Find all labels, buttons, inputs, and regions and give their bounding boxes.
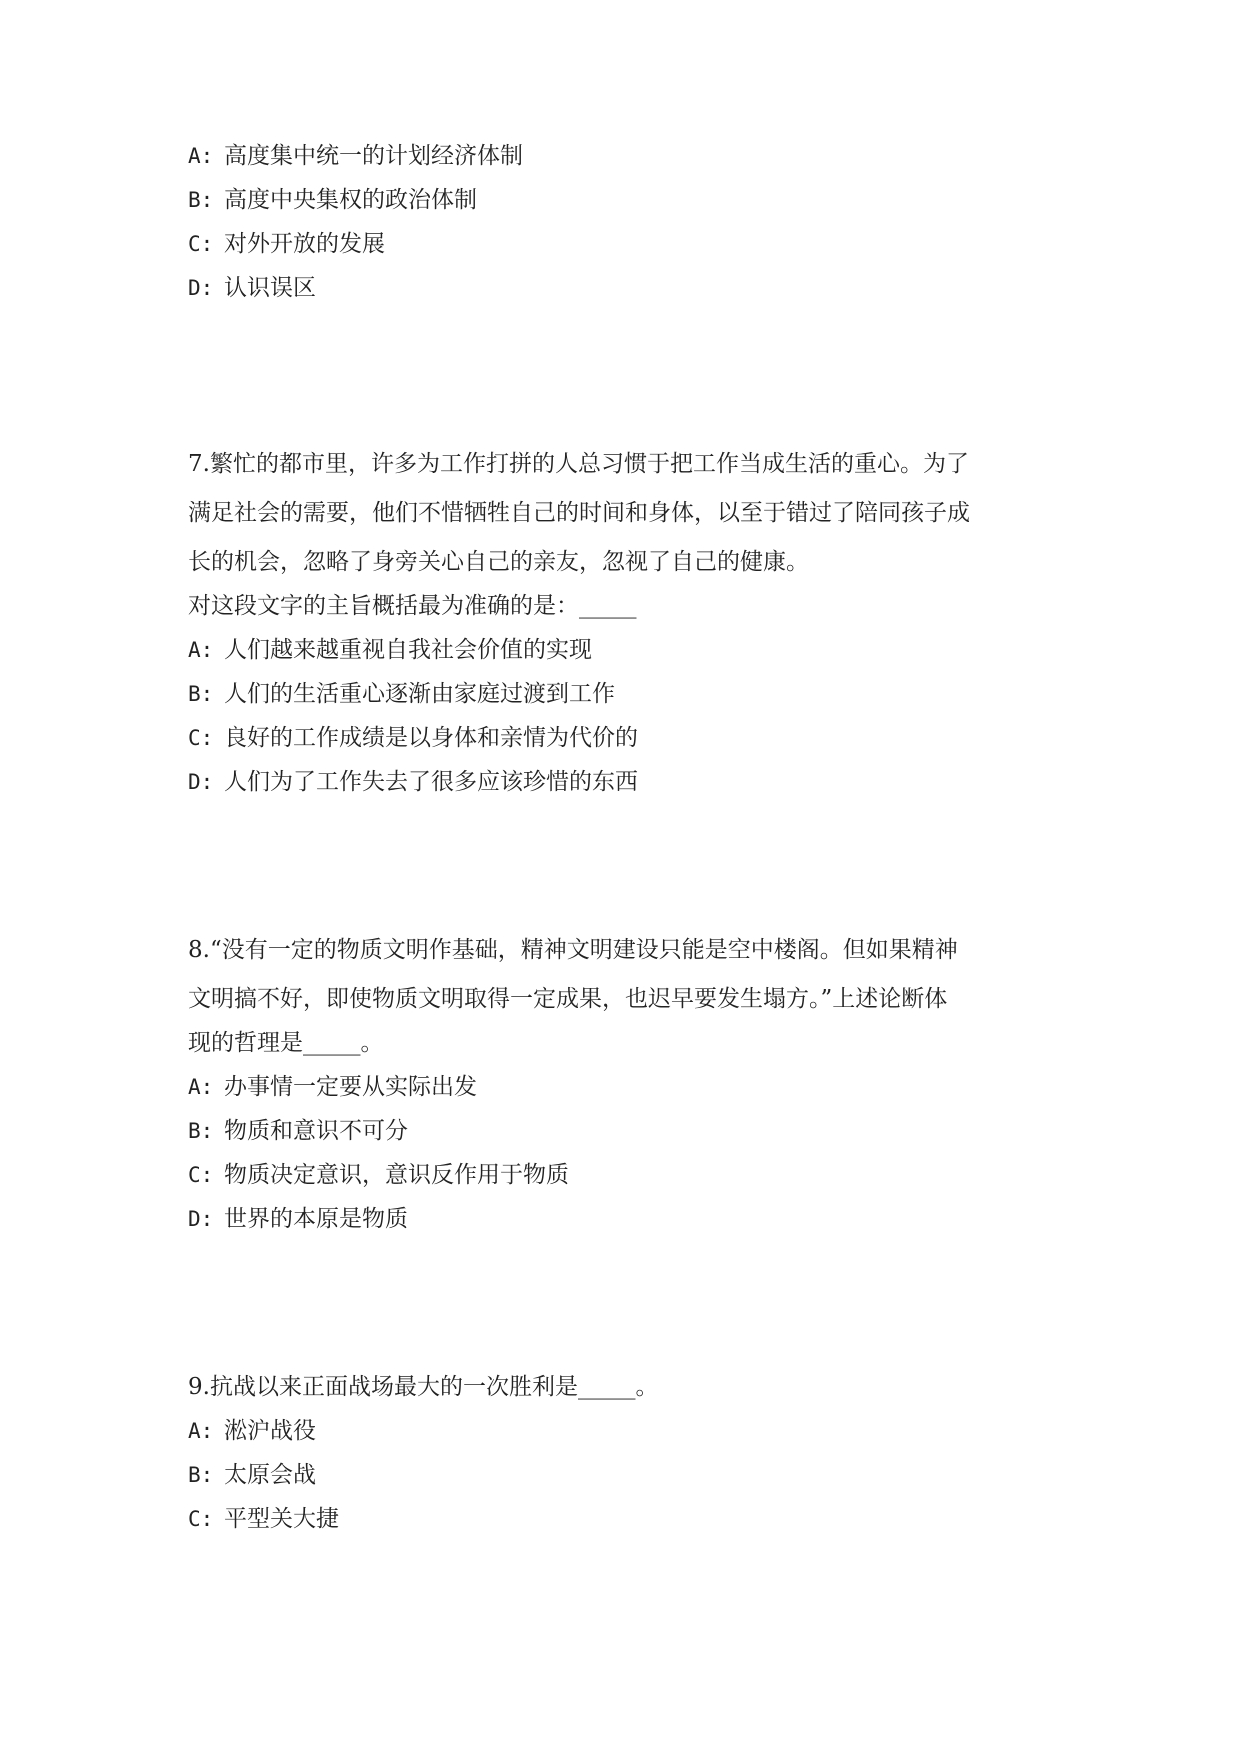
question-stem-line: 8.“没有一定的物质文明作基础，精神文明建设只能是空中楼阁。但如果精神 bbox=[188, 937, 958, 963]
question-prompt: 对这段文字的主旨概括最为准确的是：_____ bbox=[188, 593, 637, 619]
question-7 bbox=[188, 440, 1068, 807]
option-b bbox=[188, 1107, 1068, 1156]
option-d bbox=[188, 758, 1068, 807]
option-letter: A: bbox=[188, 638, 214, 662]
option-text: 良好的工作成绩是以身体和亲情为代价的 bbox=[224, 725, 638, 751]
option-b bbox=[188, 176, 1068, 225]
question-stem-line: 7.繁忙的都市里，许多为工作打拼的人总习惯于把工作当成生活的重心。为了 bbox=[188, 451, 969, 477]
option-letter: A: bbox=[188, 144, 214, 168]
option-text: 太原会战 bbox=[224, 1462, 316, 1488]
option-text: 办事情一定要从实际出发 bbox=[224, 1074, 477, 1100]
option-letter: B: bbox=[188, 188, 214, 212]
option-text: 人们越来越重视自我社会价值的实现 bbox=[224, 637, 592, 663]
option-b bbox=[188, 670, 1068, 719]
option-letter: A: bbox=[188, 1075, 214, 1099]
option-text: 物质和意识不可分 bbox=[224, 1118, 408, 1144]
option-letter: C: bbox=[188, 726, 214, 750]
option-letter: C: bbox=[188, 1163, 214, 1187]
option-letter: C: bbox=[188, 232, 214, 256]
question-stem-line: 文明搞不好，即使物质文明取得一定成果，也迟早要发生塌方。”上述论断体 bbox=[188, 986, 948, 1012]
option-text: 认识误区 bbox=[224, 275, 316, 301]
option-c bbox=[188, 714, 1068, 763]
question-9 bbox=[188, 1363, 1068, 1544]
option-letter: B: bbox=[188, 682, 214, 706]
option-d bbox=[188, 1195, 1068, 1244]
option-c bbox=[188, 220, 1068, 269]
question-stem-line: 满足社会的需要，他们不惜牺牲自己的时间和身体，以至于错过了陪同孩子成 bbox=[188, 500, 970, 526]
option-text: 人们的生活重心逐渐由家庭过渡到工作 bbox=[224, 681, 615, 707]
option-text: 世界的本原是物质 bbox=[224, 1206, 408, 1232]
option-letter: D: bbox=[188, 276, 214, 300]
option-letter: B: bbox=[188, 1463, 214, 1487]
question-stem-line: 长的机会，忽略了身旁关心自己的亲友，忽视了自己的健康。 bbox=[188, 549, 809, 575]
option-c bbox=[188, 1151, 1068, 1200]
option-text: 淞沪战役 bbox=[224, 1418, 316, 1444]
option-a bbox=[188, 626, 1068, 675]
option-b bbox=[188, 1451, 1068, 1500]
option-text: 对外开放的发展 bbox=[224, 231, 385, 257]
option-letter: B: bbox=[188, 1119, 214, 1143]
question-stem-line: 9.抗战以来正面战场最大的一次胜利是_____。 bbox=[188, 1374, 659, 1400]
option-letter: A: bbox=[188, 1419, 214, 1443]
option-text: 人们为了工作失去了很多应该珍惜的东西 bbox=[224, 769, 638, 795]
question-stem-line: 现的哲理是_____。 bbox=[188, 1030, 384, 1056]
option-a bbox=[188, 132, 1068, 181]
option-letter: D: bbox=[188, 770, 214, 794]
option-a bbox=[188, 1063, 1068, 1112]
option-letter: D: bbox=[188, 1207, 214, 1231]
option-c bbox=[188, 1495, 1068, 1544]
option-text: 平型关大捷 bbox=[224, 1506, 339, 1532]
option-text: 高度中央集权的政治体制 bbox=[224, 187, 477, 213]
question-8 bbox=[188, 926, 1068, 1244]
question-6-options bbox=[188, 132, 1068, 313]
option-a bbox=[188, 1407, 1068, 1456]
option-text: 物质决定意识，意识反作用于物质 bbox=[224, 1162, 569, 1188]
option-text: 高度集中统一的计划经济体制 bbox=[224, 143, 523, 169]
option-d bbox=[188, 264, 1068, 313]
option-letter: C: bbox=[188, 1507, 214, 1531]
